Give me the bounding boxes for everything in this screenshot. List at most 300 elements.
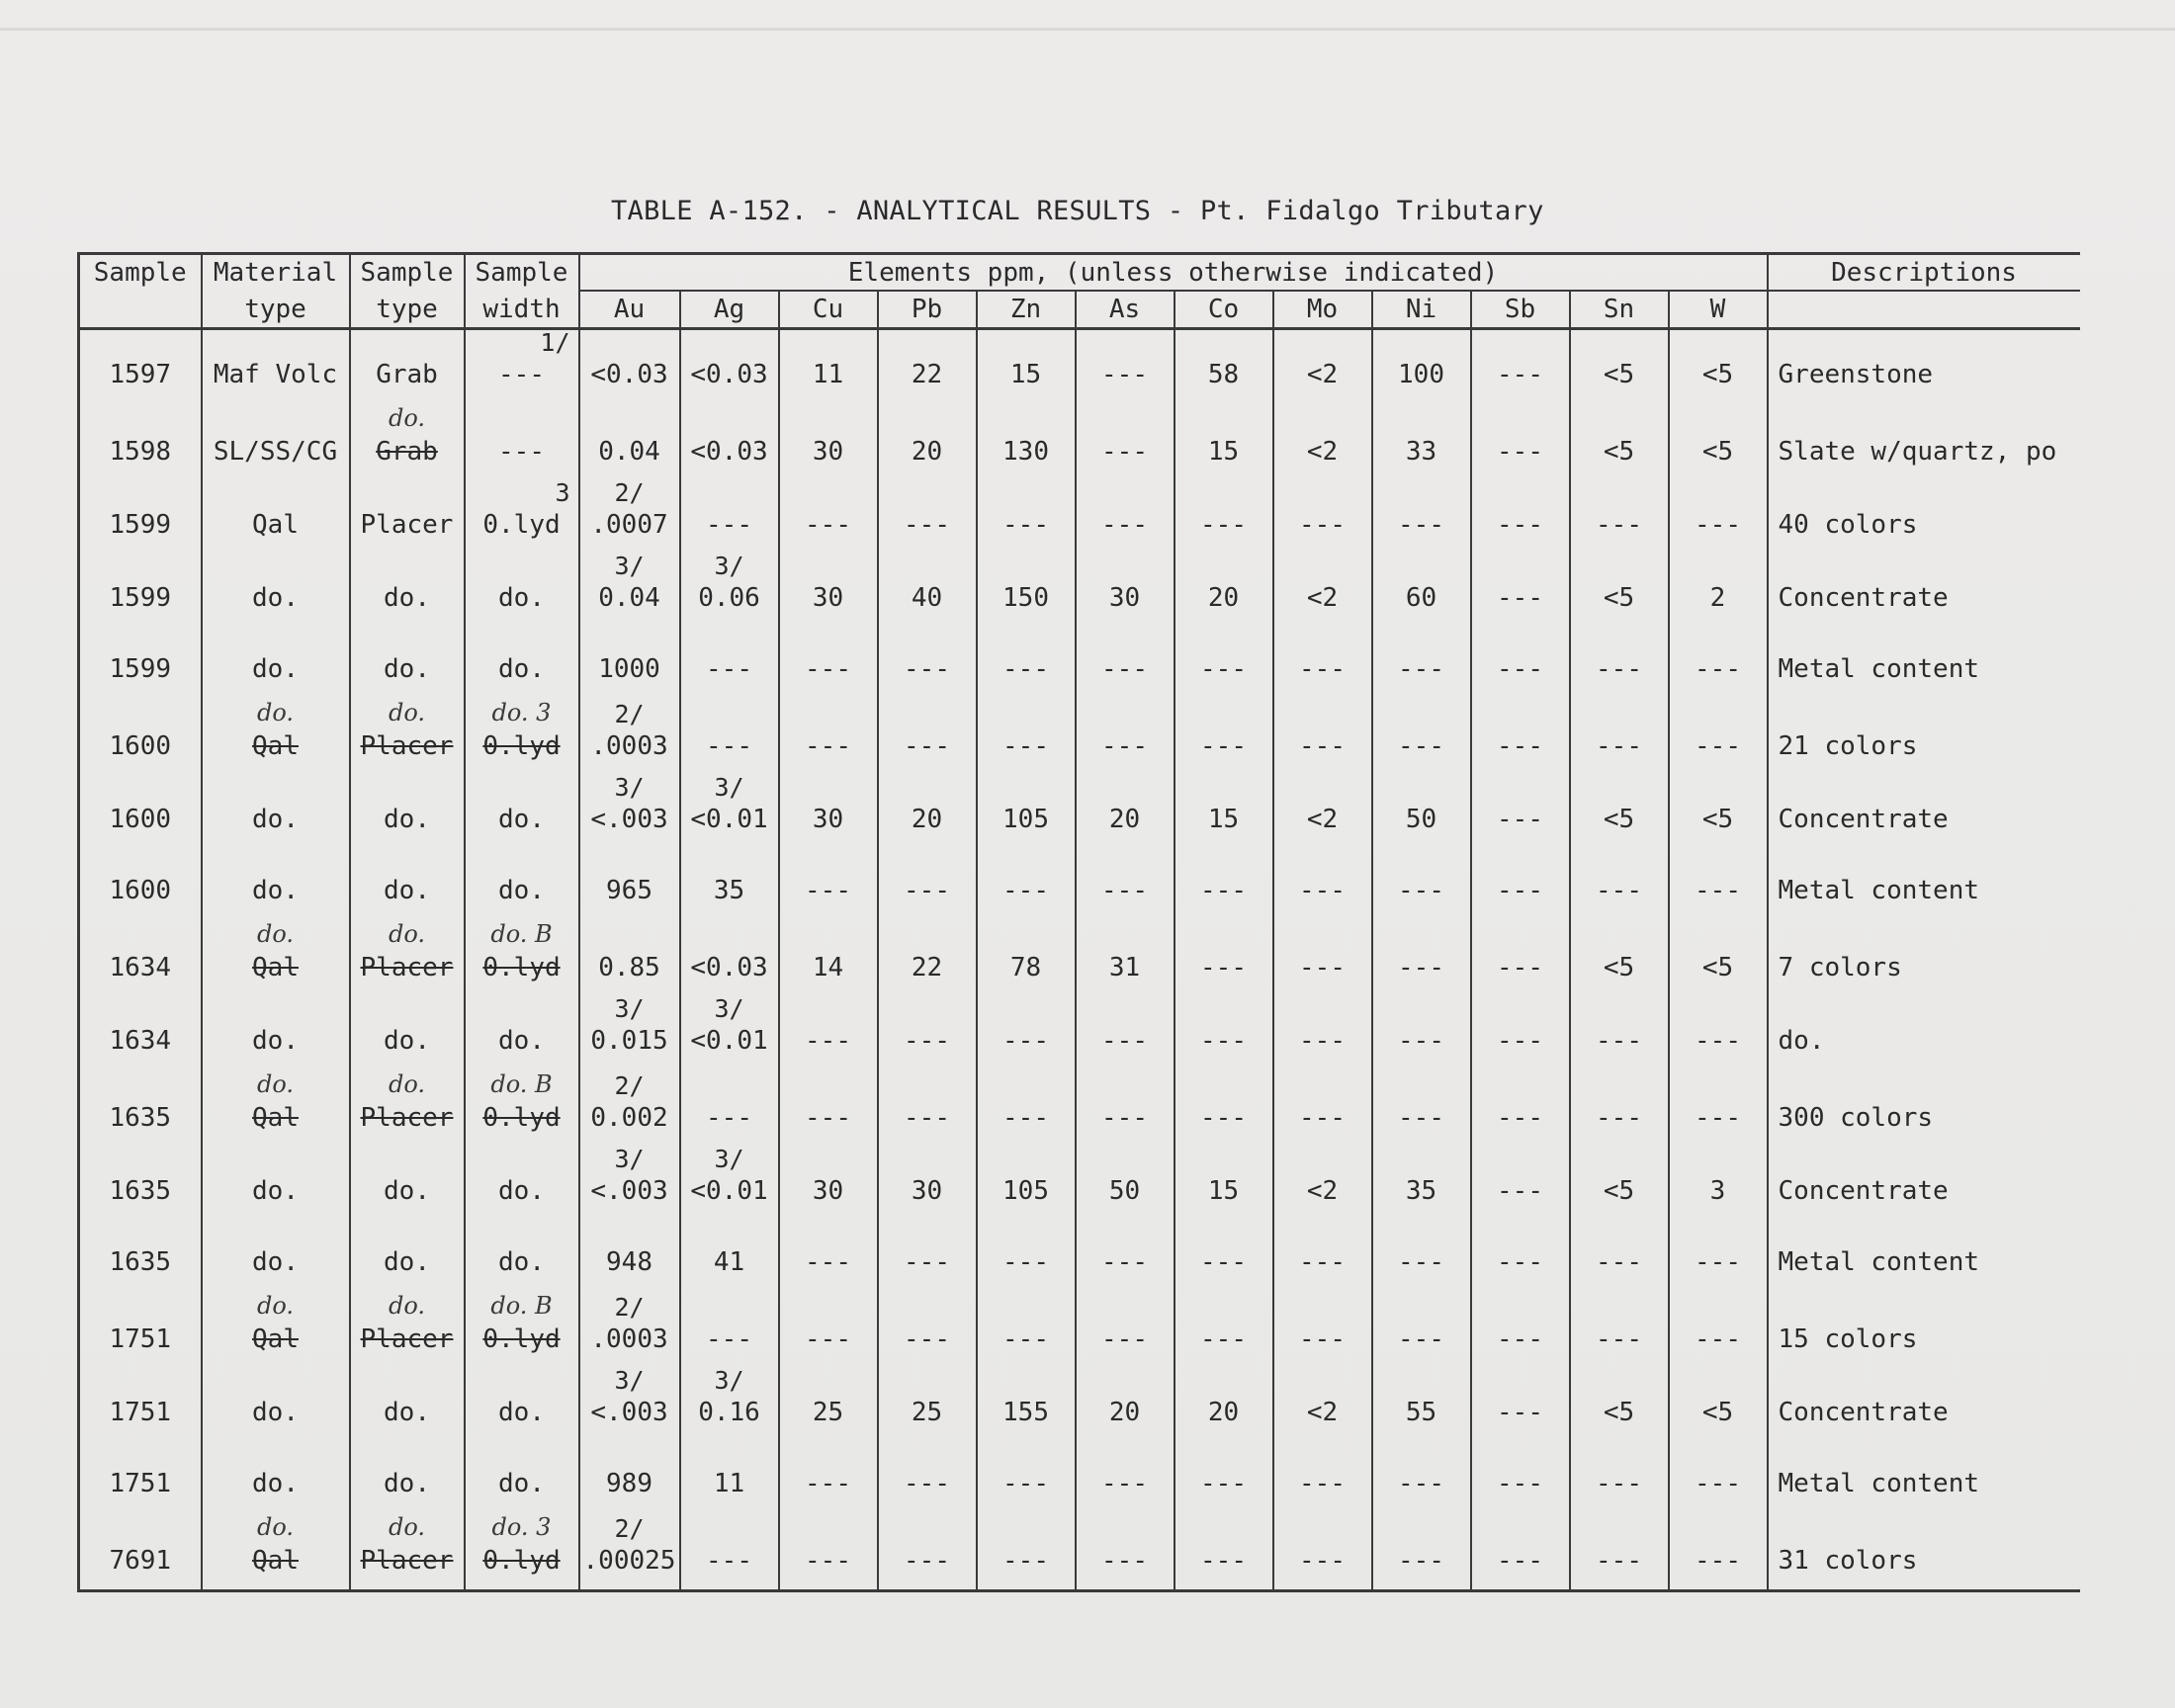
annotation-cell <box>350 1069 465 1099</box>
element-sn-cell: --- <box>1570 1321 1669 1368</box>
annotation-cell <box>579 1069 680 1099</box>
element-sn-cell: <5 <box>1570 433 1669 480</box>
handwritten-sample-type: do. <box>388 699 426 726</box>
description-cell: 300 colors <box>1768 1099 2080 1147</box>
annotation-cell <box>79 1291 202 1321</box>
element-pb-cell: 20 <box>878 801 977 848</box>
header-element-mo: Mo <box>1273 291 1372 329</box>
annotation-cell <box>1372 554 1471 579</box>
annotation-cell <box>878 1291 977 1321</box>
element-zn-cell: --- <box>977 1542 1076 1591</box>
annotation-cell <box>202 1291 350 1321</box>
description-cell: 40 colors <box>1768 506 2080 554</box>
annotation-cell <box>1768 1147 2080 1172</box>
annotation-cell <box>1076 996 1174 1022</box>
element-mo-cell: --- <box>1273 1465 1372 1512</box>
element-sb-cell: --- <box>1471 1243 1570 1291</box>
annotation-cell <box>465 1220 579 1243</box>
annotation-cell <box>977 698 1076 727</box>
table-row <box>79 1243 2080 1291</box>
element-ag-cell: <0.03 <box>680 949 779 996</box>
footnote-ref-ag: 3/ <box>714 775 744 801</box>
annotation-cell <box>680 1069 779 1099</box>
description-cell: do. <box>1768 1022 2080 1069</box>
description-cell: 7 colors <box>1768 949 2080 996</box>
element-ni-cell: --- <box>1372 1099 1471 1147</box>
element-sn-cell: --- <box>1570 506 1669 554</box>
annotation-cell <box>202 554 350 579</box>
annotation-cell <box>1768 698 2080 727</box>
annotation-cell <box>1273 403 1372 433</box>
element-ag-cell: --- <box>680 506 779 554</box>
handwritten-width: do. 3 <box>491 1513 552 1541</box>
annotation-cell <box>79 403 202 433</box>
element-co-cell: --- <box>1174 1099 1273 1147</box>
sample-width-cell: do. <box>465 1465 579 1512</box>
footnote-ref-au: 3/ <box>614 1368 645 1394</box>
annotation-cell <box>1669 480 1768 506</box>
annotation-cell <box>1372 1147 1471 1172</box>
element-mo-cell: --- <box>1273 949 1372 996</box>
description-cell: Concentrate <box>1768 1394 2080 1441</box>
element-cu-cell: 30 <box>779 579 878 627</box>
annotation-cell <box>79 1147 202 1172</box>
annotation-cell <box>680 627 779 650</box>
sample-cell: 1751 <box>79 1465 202 1512</box>
annotation-cell <box>1768 919 2080 949</box>
annotation-cell <box>579 403 680 433</box>
annotation-cell <box>1372 996 1471 1022</box>
element-cu-cell: --- <box>779 1022 878 1069</box>
element-sb-cell: --- <box>1471 1465 1570 1512</box>
header-sample-width: Sample <box>465 254 579 292</box>
element-pb-cell: --- <box>878 872 977 919</box>
element-au-cell: .00025 <box>579 1542 680 1591</box>
annotation-cell <box>1372 919 1471 949</box>
annotation-cell <box>1372 329 1471 357</box>
annotation-cell <box>680 403 779 433</box>
annotation-cell <box>977 1291 1076 1321</box>
annotation-cell <box>1570 480 1669 506</box>
annotation-cell <box>350 480 465 506</box>
element-co-cell: 20 <box>1174 1394 1273 1441</box>
header-descriptions-2 <box>1768 291 2080 329</box>
annotation-cell <box>1076 1441 1174 1465</box>
annotation-cell <box>1372 1441 1471 1465</box>
element-cu-cell: 30 <box>779 1172 878 1220</box>
element-ag-cell: --- <box>680 727 779 775</box>
annotation-cell <box>1076 480 1174 506</box>
annotation-cell <box>350 996 465 1022</box>
annotation-cell <box>1471 627 1570 650</box>
annotation-cell <box>1174 1512 1273 1542</box>
element-zn-cell: 15 <box>977 356 1076 403</box>
annotation-cell <box>350 329 465 357</box>
annotation-cell <box>977 1069 1076 1099</box>
annotation-cell <box>202 848 350 872</box>
table-row <box>79 1172 2080 1220</box>
element-ag-cell: --- <box>680 1542 779 1591</box>
header-material: Material <box>202 254 350 292</box>
element-sn-cell: --- <box>1570 872 1669 919</box>
annotation-cell <box>1768 1069 2080 1099</box>
sample-width-cell: do. <box>465 650 579 698</box>
annotation-cell <box>878 698 977 727</box>
sample-type-cell: Placer <box>350 1099 465 1147</box>
annotation-cell <box>202 480 350 506</box>
annotation-cell <box>680 848 779 872</box>
element-au-cell: 0.015 <box>579 1022 680 1069</box>
handwritten-sample-type: do. <box>388 1070 426 1098</box>
annotation-cell <box>350 1441 465 1465</box>
annotation-cell <box>977 329 1076 357</box>
annotation-cell <box>465 1512 579 1542</box>
annotation-cell <box>878 919 977 949</box>
sample-type-cell: Placer <box>350 949 465 996</box>
analytical-results-table <box>77 252 2080 1592</box>
footnote-ref-ag: 3/ <box>714 1147 744 1172</box>
annotation-cell <box>465 1291 579 1321</box>
material-cell: Qal <box>202 506 350 554</box>
element-zn-cell: 130 <box>977 433 1076 480</box>
description-cell: Metal content <box>1768 1243 2080 1291</box>
annotation-cell <box>1768 627 2080 650</box>
element-ag-cell: 41 <box>680 1243 779 1291</box>
annotation-cell <box>680 1147 779 1172</box>
element-as-cell: --- <box>1076 1321 1174 1368</box>
element-ag-cell: <0.03 <box>680 433 779 480</box>
annotation-cell <box>465 698 579 727</box>
element-mo-cell: --- <box>1273 1321 1372 1368</box>
element-w-cell: --- <box>1669 727 1768 775</box>
annotation-cell <box>579 996 680 1022</box>
element-mo-cell: --- <box>1273 727 1372 775</box>
material-cell: SL/SS/CG <box>202 433 350 480</box>
annotation-cell <box>680 329 779 357</box>
annotation-cell <box>1076 403 1174 433</box>
footnote-ref-width: 1/ <box>540 328 570 356</box>
annotation-cell <box>1768 329 2080 357</box>
element-sn-cell: <5 <box>1570 356 1669 403</box>
footnote-ref-width: 3 <box>555 480 570 506</box>
table-row <box>79 949 2080 996</box>
annotation-cell <box>79 554 202 579</box>
element-cu-cell: --- <box>779 1099 878 1147</box>
annotation-cell <box>350 1512 465 1542</box>
element-au-cell: .0003 <box>579 727 680 775</box>
material-cell: do. <box>202 872 350 919</box>
annotation-cell <box>1076 1512 1174 1542</box>
element-ni-cell: --- <box>1372 650 1471 698</box>
element-zn-cell: --- <box>977 1465 1076 1512</box>
annotation-cell <box>1669 1512 1768 1542</box>
element-zn-cell: 155 <box>977 1394 1076 1441</box>
annotation-cell <box>779 1147 878 1172</box>
annotation-cell <box>79 775 202 801</box>
table-row <box>79 433 2080 480</box>
annotation-cell <box>350 698 465 727</box>
sample-type-cell: do. <box>350 801 465 848</box>
element-ni-cell: --- <box>1372 949 1471 996</box>
element-sb-cell: --- <box>1471 872 1570 919</box>
annotation-cell <box>1471 1220 1570 1243</box>
annotation-cell <box>1174 1069 1273 1099</box>
sample-type-cell: do. <box>350 650 465 698</box>
annotation-cell <box>1273 1291 1372 1321</box>
sample-type-cell: do. <box>350 579 465 627</box>
element-ag-cell: <0.03 <box>680 356 779 403</box>
element-w-cell: <5 <box>1669 433 1768 480</box>
annotation-cell <box>1174 848 1273 872</box>
element-w-cell: --- <box>1669 1243 1768 1291</box>
annotation-cell <box>1471 1069 1570 1099</box>
sample-type-cell: Placer <box>350 1542 465 1591</box>
annotation-cell <box>1273 627 1372 650</box>
annotation-cell <box>1768 996 2080 1022</box>
annotation-cell <box>779 480 878 506</box>
sample-cell: 1599 <box>79 579 202 627</box>
element-zn-cell: --- <box>977 872 1076 919</box>
annotation-cell <box>1076 919 1174 949</box>
annotation-cell <box>1471 1512 1570 1542</box>
element-pb-cell: --- <box>878 1542 977 1591</box>
material-cell: do. <box>202 1022 350 1069</box>
element-sb-cell: --- <box>1471 1022 1570 1069</box>
annotation-cell <box>1768 1368 2080 1394</box>
annotation-cell <box>1273 1220 1372 1243</box>
annotation-cell <box>1669 919 1768 949</box>
element-ni-cell: 50 <box>1372 801 1471 848</box>
annotation-cell <box>1471 775 1570 801</box>
annotation-cell <box>878 848 977 872</box>
element-mo-cell: <2 <box>1273 801 1372 848</box>
sample-cell: 1635 <box>79 1172 202 1220</box>
annotation-cell <box>1471 554 1570 579</box>
material-cell: do. <box>202 650 350 698</box>
annotation-cell <box>1174 1368 1273 1394</box>
footnote-ref-au: 2/ <box>614 1293 645 1321</box>
page-edge <box>0 28 2175 31</box>
header-element-zn: Zn <box>977 291 1076 329</box>
element-cu-cell: --- <box>779 650 878 698</box>
element-co-cell: 15 <box>1174 1172 1273 1220</box>
element-sn-cell: <5 <box>1570 579 1669 627</box>
annotation-cell <box>779 1512 878 1542</box>
element-ag-cell: 11 <box>680 1465 779 1512</box>
sample-width-cell: 0.lyd <box>465 727 579 775</box>
handwritten-sample-type: do. <box>388 404 426 432</box>
annotation-cell <box>465 919 579 949</box>
table-row <box>79 356 2080 403</box>
annotation-cell <box>350 403 465 433</box>
annotation-cell <box>1768 403 2080 433</box>
annotation-cell <box>1273 329 1372 357</box>
element-co-cell: --- <box>1174 1243 1273 1291</box>
annotation-cell <box>1273 1512 1372 1542</box>
annotation-cell <box>79 1220 202 1243</box>
element-ag-cell: 0.06 <box>680 579 779 627</box>
table-annotation-row <box>79 1441 2080 1465</box>
annotation-cell <box>878 1512 977 1542</box>
annotation-cell <box>79 848 202 872</box>
annotation-cell <box>1273 1368 1372 1394</box>
annotation-cell <box>1372 1069 1471 1099</box>
annotation-cell <box>1669 1441 1768 1465</box>
element-w-cell: <5 <box>1669 356 1768 403</box>
element-pb-cell: --- <box>878 1022 977 1069</box>
element-au-cell: 0.002 <box>579 1099 680 1147</box>
annotation-cell <box>878 1147 977 1172</box>
handwritten-sample-type: do. <box>388 920 426 948</box>
material-cell: do. <box>202 1243 350 1291</box>
element-mo-cell: <2 <box>1273 356 1372 403</box>
annotation-cell <box>878 1220 977 1243</box>
annotation-cell <box>1174 554 1273 579</box>
sample-width-cell: do. <box>465 1394 579 1441</box>
annotation-cell <box>1174 1291 1273 1321</box>
element-mo-cell: --- <box>1273 650 1372 698</box>
sample-width-cell: do. <box>465 1172 579 1220</box>
element-ag-cell: <0.01 <box>680 1172 779 1220</box>
annotation-cell <box>1471 919 1570 949</box>
annotation-cell <box>79 627 202 650</box>
sample-cell: 1751 <box>79 1321 202 1368</box>
element-as-cell: --- <box>1076 1465 1174 1512</box>
element-co-cell: 58 <box>1174 356 1273 403</box>
element-co-cell: --- <box>1174 1022 1273 1069</box>
annotation-cell <box>350 554 465 579</box>
annotation-cell <box>1570 1147 1669 1172</box>
annotation-cell <box>1076 848 1174 872</box>
element-cu-cell: 11 <box>779 356 878 403</box>
annotation-cell <box>79 919 202 949</box>
sample-cell: 1600 <box>79 872 202 919</box>
annotation-cell <box>1174 698 1273 727</box>
element-pb-cell: --- <box>878 506 977 554</box>
header-elements: Elements ppm, (unless otherwise indicated) <box>579 254 1768 292</box>
element-mo-cell: <2 <box>1273 1394 1372 1441</box>
element-zn-cell: 78 <box>977 949 1076 996</box>
annotation-cell <box>1570 1512 1669 1542</box>
element-mo-cell: --- <box>1273 872 1372 919</box>
annotation-cell <box>1471 329 1570 357</box>
sample-cell: 1634 <box>79 949 202 996</box>
sample-cell: 1635 <box>79 1243 202 1291</box>
annotation-cell <box>1570 403 1669 433</box>
element-w-cell: <5 <box>1669 1394 1768 1441</box>
annotation-cell <box>977 1441 1076 1465</box>
sample-cell: 1598 <box>79 433 202 480</box>
description-cell: Slate w/quartz, po <box>1768 433 2080 480</box>
annotation-cell <box>977 775 1076 801</box>
annotation-cell <box>1570 1220 1669 1243</box>
table-annotation-row <box>79 1147 2080 1172</box>
annotation-cell <box>1076 554 1174 579</box>
annotation-cell <box>779 554 878 579</box>
footnote-ref-au: 2/ <box>614 480 645 506</box>
annotation-cell <box>779 1368 878 1394</box>
table-annotation-row <box>79 1069 2080 1099</box>
sample-width-cell: do. <box>465 1243 579 1291</box>
annotation-cell <box>977 1368 1076 1394</box>
element-sn-cell: --- <box>1570 727 1669 775</box>
element-sn-cell: --- <box>1570 1542 1669 1591</box>
sample-type-cell: Grab <box>350 356 465 403</box>
element-as-cell: --- <box>1076 872 1174 919</box>
annotation-cell <box>79 698 202 727</box>
annotation-cell <box>1174 1441 1273 1465</box>
annotation-cell <box>350 775 465 801</box>
sample-width-cell: 0.lyd <box>465 949 579 996</box>
element-ni-cell: --- <box>1372 1465 1471 1512</box>
table-row <box>79 1099 2080 1147</box>
annotation-cell <box>1669 698 1768 727</box>
annotation-cell <box>350 1368 465 1394</box>
table-annotation-row <box>79 1291 2080 1321</box>
annotation-cell <box>1076 1220 1174 1243</box>
table-annotation-row <box>79 403 2080 433</box>
annotation-cell <box>465 1147 579 1172</box>
element-pb-cell: --- <box>878 727 977 775</box>
annotation-cell <box>350 848 465 872</box>
annotation-cell <box>465 627 579 650</box>
annotation-cell <box>878 775 977 801</box>
sample-cell: 1600 <box>79 727 202 775</box>
table-row <box>79 506 2080 554</box>
handwritten-sample-type: do. <box>388 1513 426 1541</box>
element-au-cell: 0.85 <box>579 949 680 996</box>
footnote-ref-au: 2/ <box>614 1071 645 1099</box>
sample-cell: 1634 <box>79 1022 202 1069</box>
element-zn-cell: --- <box>977 1099 1076 1147</box>
element-co-cell: --- <box>1174 1542 1273 1591</box>
element-pb-cell: 25 <box>878 1394 977 1441</box>
element-cu-cell: --- <box>779 1465 878 1512</box>
element-mo-cell: <2 <box>1273 433 1372 480</box>
element-pb-cell: 22 <box>878 356 977 403</box>
element-zn-cell: --- <box>977 1243 1076 1291</box>
annotation-cell <box>1471 698 1570 727</box>
element-sn-cell: --- <box>1570 1099 1669 1147</box>
table-annotation-row <box>79 627 2080 650</box>
footnote-ref-au: 2/ <box>614 700 645 727</box>
element-au-cell: 0.04 <box>579 433 680 480</box>
annotation-cell <box>202 1147 350 1172</box>
footnote-ref-au: 3/ <box>614 1147 645 1172</box>
sample-cell: 7691 <box>79 1542 202 1591</box>
element-ni-cell: 100 <box>1372 356 1471 403</box>
element-co-cell: --- <box>1174 1465 1273 1512</box>
element-zn-cell: --- <box>977 727 1076 775</box>
annotation-cell <box>1076 1147 1174 1172</box>
annotation-cell <box>202 627 350 650</box>
element-cu-cell: --- <box>779 506 878 554</box>
element-sb-cell: --- <box>1471 1542 1570 1591</box>
annotation-cell <box>465 848 579 872</box>
sample-type-cell: Placer <box>350 727 465 775</box>
table-row <box>79 650 2080 698</box>
annotation-cell <box>1768 848 2080 872</box>
element-sn-cell: <5 <box>1570 1394 1669 1441</box>
table-annotation-row <box>79 1368 2080 1394</box>
element-as-cell: 20 <box>1076 1394 1174 1441</box>
element-zn-cell: 105 <box>977 1172 1076 1220</box>
description-cell: 21 colors <box>1768 727 2080 775</box>
element-mo-cell: --- <box>1273 1243 1372 1291</box>
element-cu-cell: --- <box>779 1321 878 1368</box>
element-w-cell: --- <box>1669 872 1768 919</box>
annotation-cell <box>1076 1291 1174 1321</box>
